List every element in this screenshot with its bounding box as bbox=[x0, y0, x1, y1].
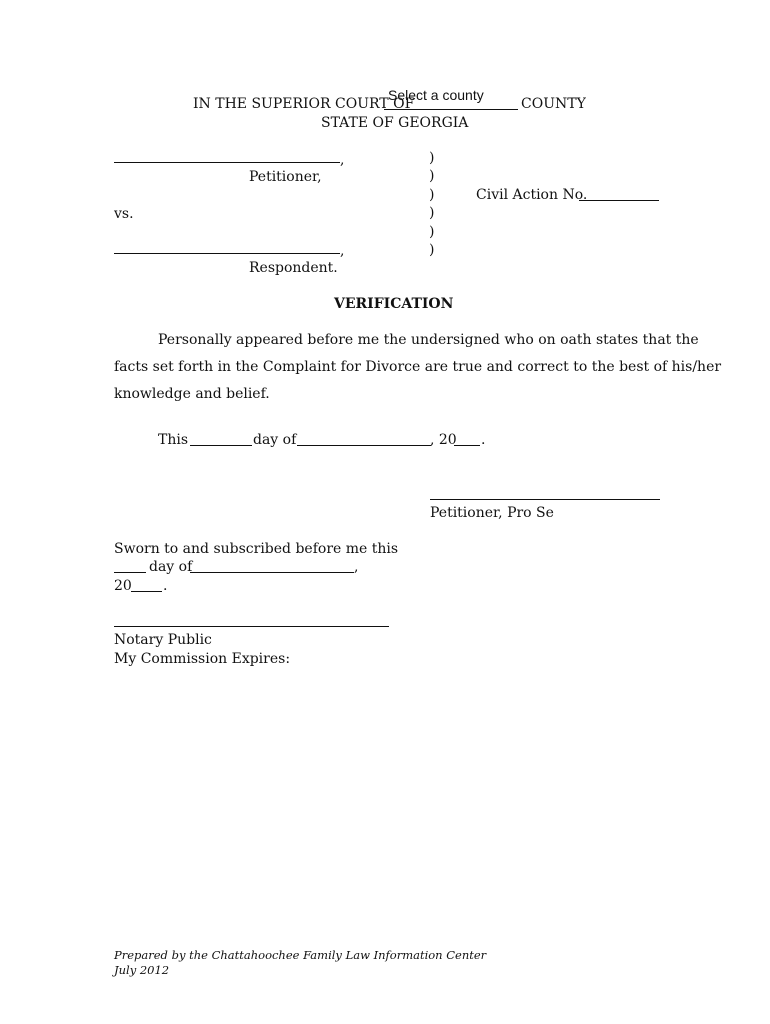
verification-body-line3: knowledge and belief. bbox=[114, 386, 270, 402]
date-month-field[interactable] bbox=[297, 445, 431, 446]
notary-signature-line[interactable] bbox=[114, 626, 389, 627]
date-year-field[interactable] bbox=[454, 445, 480, 446]
notary-comma: , bbox=[354, 559, 359, 575]
court-prefix: IN THE SUPERIOR COURT OF bbox=[193, 96, 415, 112]
notary-day-of-label: day of bbox=[149, 559, 193, 575]
verification-title: VERIFICATION bbox=[334, 296, 454, 312]
footer-date: July 2012 bbox=[114, 963, 170, 977]
prepared-by: Prepared by the Chattahoochee Family Law Information Center bbox=[114, 948, 487, 962]
notary-day-field[interactable] bbox=[114, 572, 146, 573]
caption-paren: ) bbox=[429, 187, 435, 203]
respondent-label: Respondent. bbox=[249, 260, 338, 276]
notary-period: . bbox=[163, 578, 168, 594]
petitioner-name-line[interactable] bbox=[114, 162, 340, 163]
verification-body-line1: Personally appeared before me the undersigned who on oath states that the bbox=[158, 332, 699, 348]
state-title: STATE OF GEORGIA bbox=[321, 115, 469, 131]
notary-20-label: 20 bbox=[114, 578, 132, 594]
sworn-line: Sworn to and subscribed before me this bbox=[114, 541, 399, 557]
petitioner-comma: , bbox=[340, 152, 345, 168]
notary-public-label: Notary Public bbox=[114, 632, 212, 648]
county-select[interactable] bbox=[384, 85, 518, 110]
date-day-of-label: day of bbox=[253, 432, 297, 448]
caption-paren: ) bbox=[429, 205, 435, 221]
verification-body-line2: facts set forth in the Complaint for Divorce are true and correct to the best of his/her bbox=[114, 359, 722, 375]
date-day-field[interactable] bbox=[190, 445, 252, 446]
county-suffix: COUNTY bbox=[521, 96, 586, 112]
caption-paren: ) bbox=[429, 242, 435, 258]
notary-month-field[interactable] bbox=[190, 572, 354, 573]
respondent-comma: , bbox=[340, 243, 345, 259]
commission-expires-label: My Commission Expires: bbox=[114, 651, 291, 667]
vs-label: vs. bbox=[114, 206, 134, 222]
county-select-value: Select a county bbox=[388, 87, 484, 103]
date-period: . bbox=[481, 432, 486, 448]
caption-paren: ) bbox=[429, 168, 435, 184]
petitioner-signature-line[interactable] bbox=[430, 499, 660, 500]
civil-action-number-field[interactable] bbox=[579, 200, 659, 201]
date-this-label: This bbox=[158, 432, 189, 448]
civil-action-label: Civil Action No. bbox=[476, 187, 588, 203]
date-comma-20-label: , 20 bbox=[430, 432, 457, 448]
petitioner-signature-label: Petitioner, Pro Se bbox=[430, 505, 554, 521]
petitioner-label: Petitioner, bbox=[249, 169, 322, 185]
respondent-name-line[interactable] bbox=[114, 253, 340, 254]
caption-paren: ) bbox=[429, 150, 435, 166]
caption-paren: ) bbox=[429, 224, 435, 240]
notary-year-field[interactable] bbox=[131, 591, 162, 592]
